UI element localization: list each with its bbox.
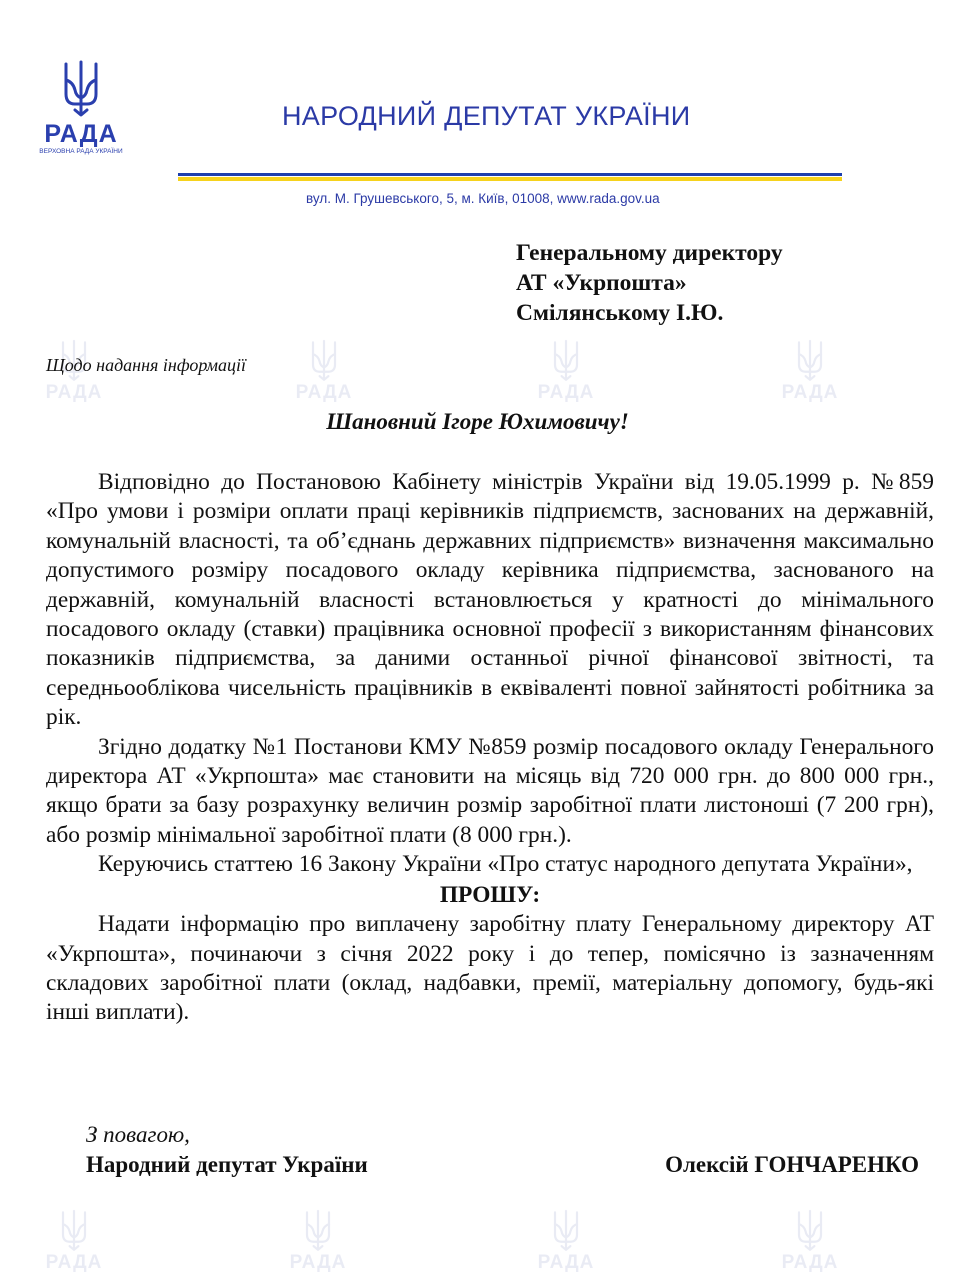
flag-stripe-yellow xyxy=(178,177,842,181)
trident-icon xyxy=(309,338,339,382)
signer-name: Олексій ГОНЧАРЕНКО xyxy=(665,1152,919,1177)
watermark-word: РАДА xyxy=(781,382,839,403)
recipient-line: Смілянському І.Ю. xyxy=(516,300,724,326)
request-heading: ПРОШУ: xyxy=(439,881,541,908)
request-paragraph: Надати інформацію про виплачену заробітну плату Генеральному директору АТ «Укрпошта», починаючи з січня 2022 року і до тепер, помісячно із зазначенням складових заробітної плати (оклад, надбавки, премії, матеріальну допомогу, будь-які інші виплати). xyxy=(46,911,934,1026)
trident-icon xyxy=(795,1208,825,1252)
trident-icon xyxy=(303,1208,333,1252)
watermark xyxy=(34,1208,114,1274)
logo-subtitle: ВЕРХОВНА РАДА УКРАЇНИ xyxy=(39,148,123,155)
body-paragraph: Відповідно до Постановою Кабінету міністрів України від 19.05.1999 р. №859 «Про умови і розміри оплати праці керівників підприємств, заснованих на державній, комунальній власності, та об’єднань державних підприємств» визначення максимально допустимого розміру посадового окладу керівника підприємства, заснованого на державній, комунальній власності встановлюється у кратності до мінімального посадового окладу (ставки) працівника основної професії з використанням фінансових показників підприємства, за даними останньої річної фінансової звітності, та середньооблікова чисельність працівників в еквіваленті повної зайнятості робітника за рік. xyxy=(46,469,934,731)
rada-logo xyxy=(36,58,126,156)
trident-icon xyxy=(551,1208,581,1252)
trident-icon xyxy=(795,338,825,382)
watermark-word: РАДА xyxy=(45,1252,103,1273)
watermark-word: РАДА xyxy=(781,1252,839,1273)
signer-position: Народний депутат України xyxy=(86,1152,368,1177)
watermark-word: РАДА xyxy=(45,382,103,403)
flag-stripe-blue xyxy=(178,173,842,176)
closing-phrase: З повагою, xyxy=(86,1122,190,1147)
letter-subject: Щодо надання інформації xyxy=(46,355,246,375)
watermark-word: РАДА xyxy=(289,1252,347,1273)
body-paragraph: Керуючись статтею 16 Закону України «Про статус народного депутата України», xyxy=(98,851,913,878)
recipient-block xyxy=(516,238,783,328)
letterhead-title: НАРОДНИЙ ДЕПУТАТ УКРАЇНИ xyxy=(282,101,691,131)
watermark xyxy=(526,1208,606,1274)
watermark xyxy=(284,338,364,404)
trident-icon xyxy=(551,338,581,382)
recipient-line: Генеральному директору xyxy=(516,240,783,266)
watermark-word: РАДА xyxy=(537,382,595,403)
watermark-word: РАДА xyxy=(537,1252,595,1273)
watermark xyxy=(770,1208,850,1274)
logo-word: РАДА xyxy=(44,120,118,148)
watermark xyxy=(770,338,850,404)
watermark xyxy=(526,338,606,404)
watermark-word: РАДА xyxy=(295,382,353,403)
watermark xyxy=(278,1208,358,1274)
trident-icon xyxy=(61,58,101,118)
letter-salutation: Шановний Ігоре Юхимовичу! xyxy=(326,409,629,434)
trident-icon xyxy=(59,1208,89,1252)
body-paragraph: Згідно додатку №1 Постанови КМУ №859 розмір посадового окладу Генерального директора АТ «Укрпошта» має становити на місяць від 720 000 грн. до 800 000 грн., якщо брати за базу розрахунку величин розмір заробітної плати листоноші (7 200 грн), або розмір мінімальної заробітної плати (8 000 грн.). xyxy=(46,733,934,848)
letter-body xyxy=(46,468,934,1028)
letterhead-address: вул. М. Грушевського, 5, м. Київ, 01008, www.rada.gov.ua xyxy=(306,191,660,206)
recipient-line: АТ «Укрпошта» xyxy=(516,270,687,296)
